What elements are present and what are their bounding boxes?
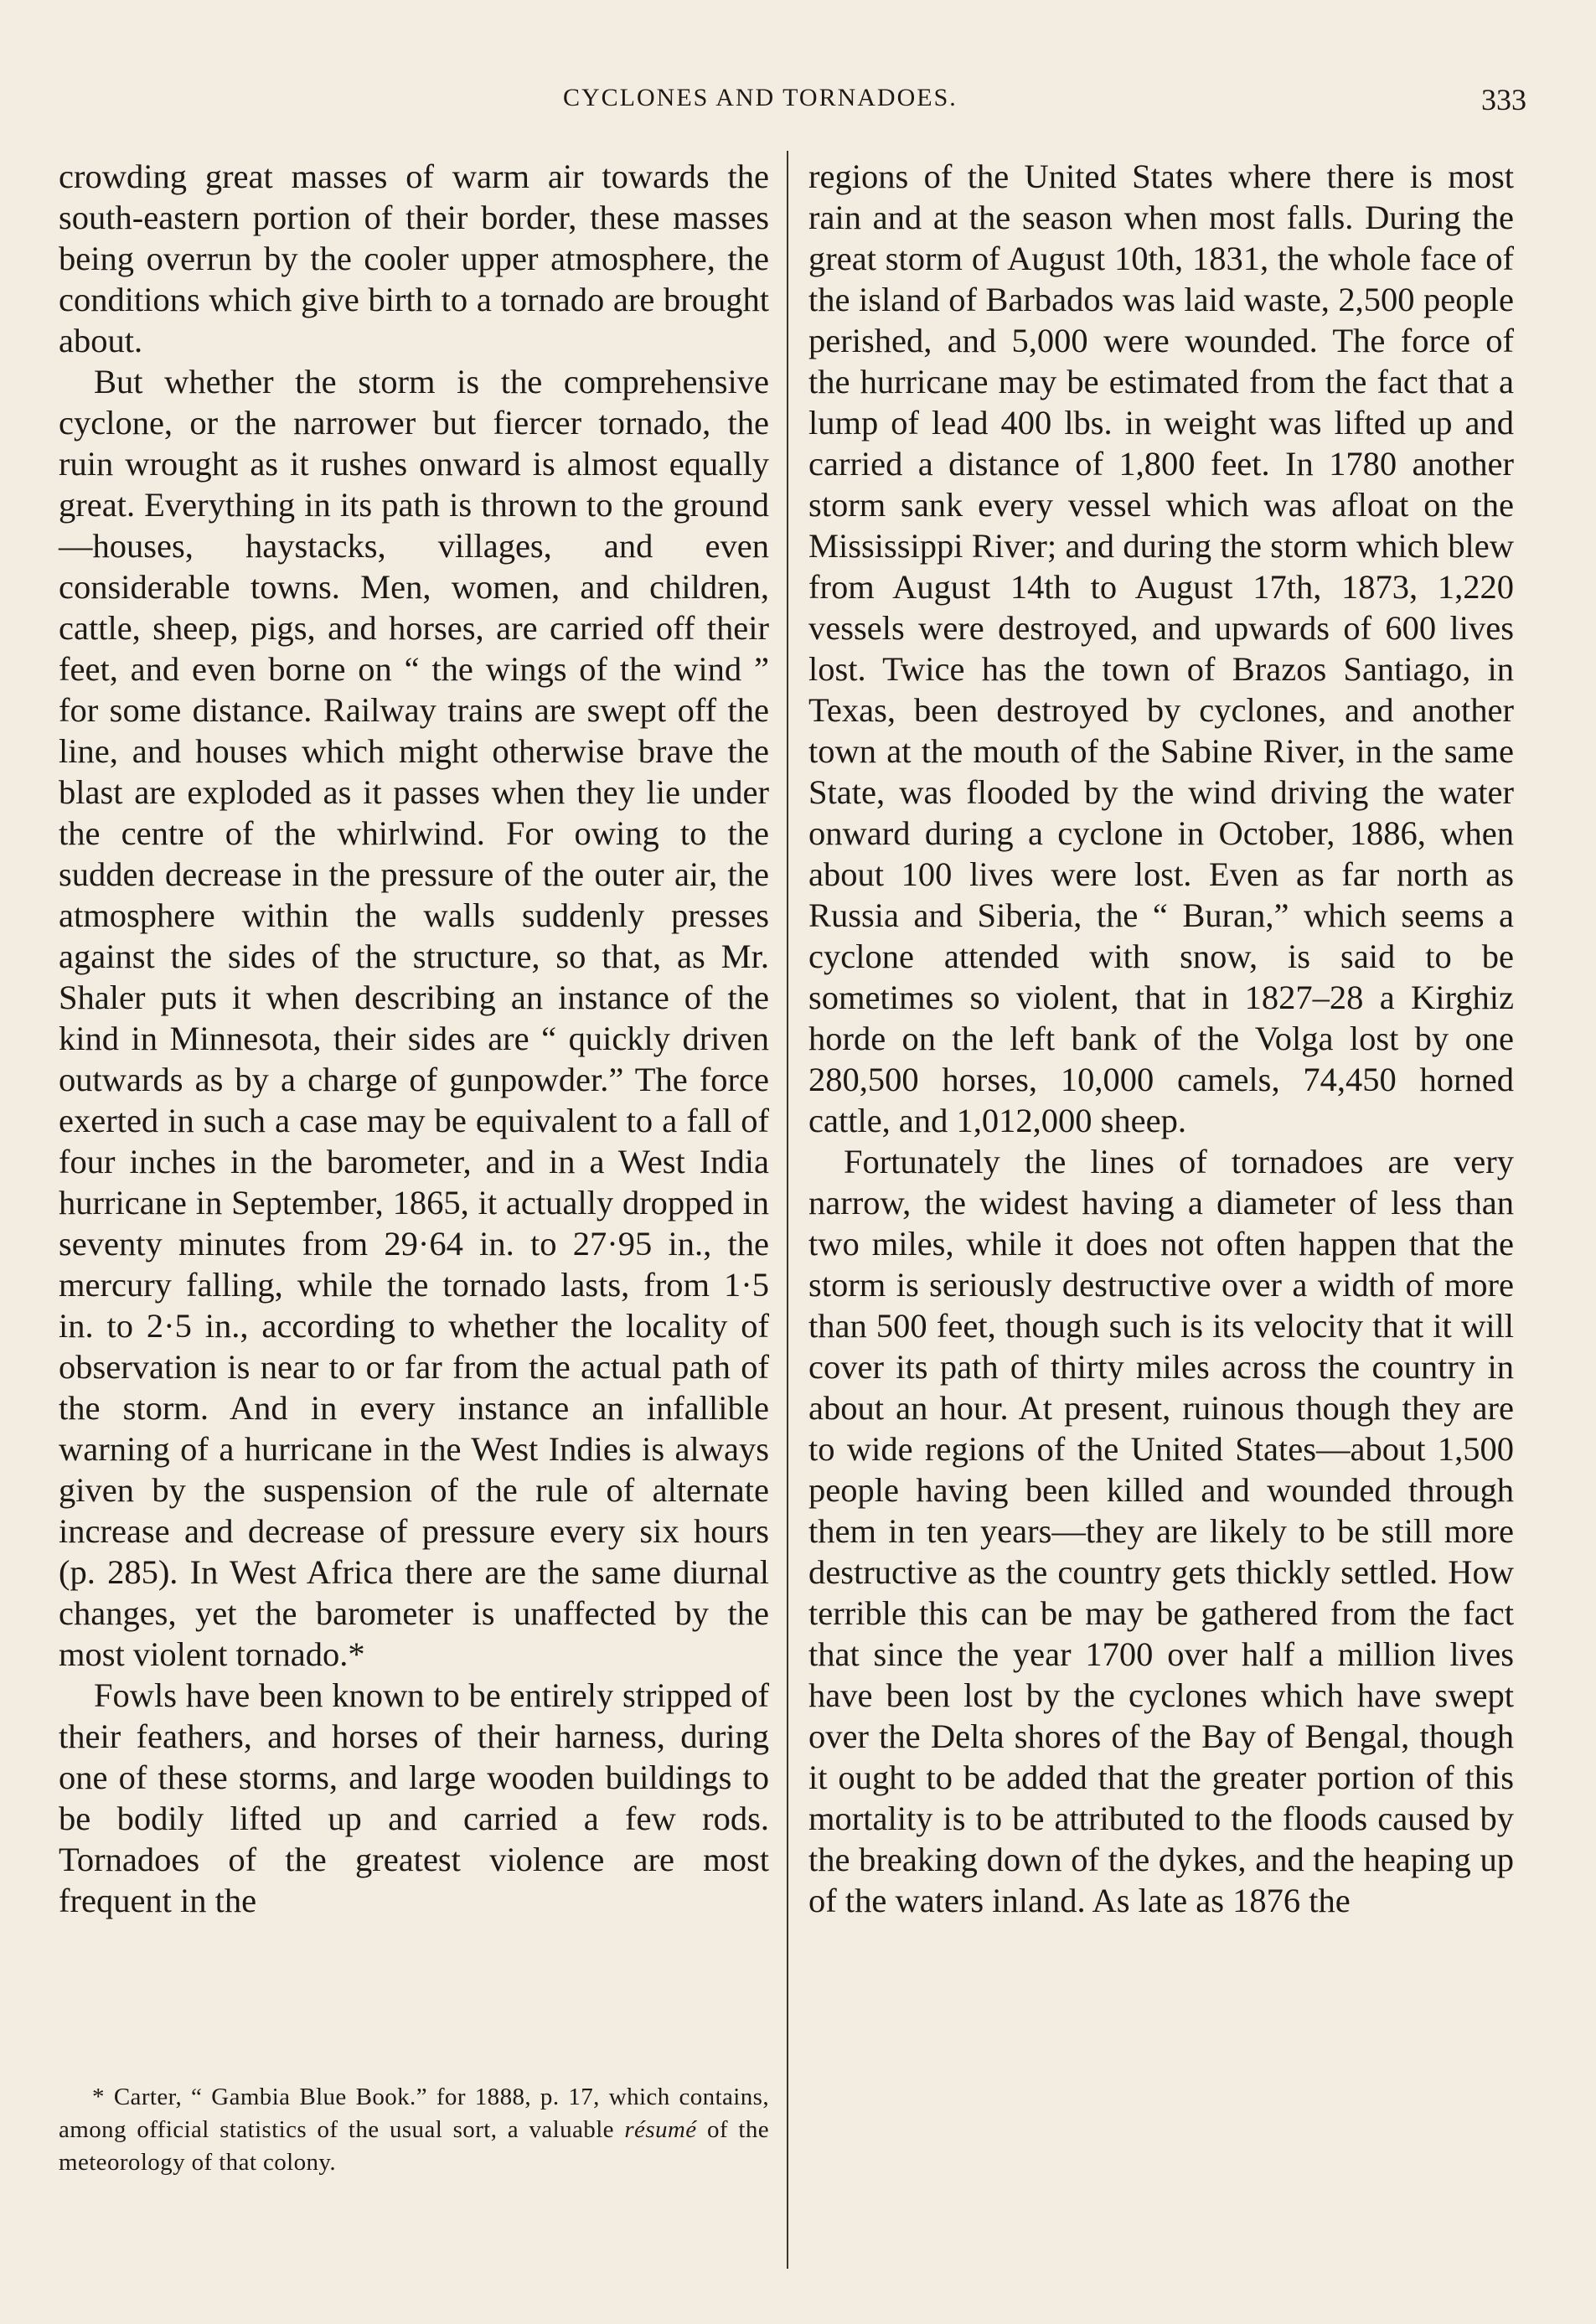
- paragraph: Fowls have been known to be entirely stripped of their feathers, and horses of their harness, during one of these storms, and large wooden buildings to be bodily lifted up and carried a few rods. Tornadoes of the greatest violence are most frequent in the: [59, 1676, 769, 1919]
- paragraph: But whether the storm is the comprehensive cyclone, or the narrower but fiercer tornado, the ruin wrought as it rushes onward is almost equally great. Everything in its path is thrown to the ground—houses, haystacks, villages, and even considerable towns. Men, women, and children, cattle, sheep, pigs, and horses, are carried off their feet, and even borne on “ the wings of the wind ” for some distance. Railway trains are swept off the line, and houses which might otherwise brave the blast are exploded as it passes when they lie under the centre of the whirlwind. For owing to the sudden decrease in the pressure of the outer air, the atmosphere within the walls suddenly presses against the sides of the structure, so that, as Mr. Shaler puts it when describing an instance of the kind in Minnesota, their sides are “ quickly driven outwards as by a charge of gunpowder.” The force exerted in such a case may be equivalent to a fall of four inches in the barometer, and in a West India hurricane in September, 1865, it actually dropped in seventy minutes from 29·64 in. to 27·95 in., the mercury falling, while the tornado lasts, from 1·5 in. to 2·5 in., according to whether the locality of observation is near to or far from the actual path of the storm. And in every instance an infallible warning of a hurricane in the West Indies is always given by the suspension of the rule of alternate increase and decrease of pressure every six hours (p. 285). In West Africa there are the same diurnal changes, yet the barometer is unaffected by the most violent tornado.*: [59, 363, 769, 1673]
- right-column: [808, 156, 1514, 1921]
- running-title: CYCLONES AND TORNADOES.: [563, 84, 958, 111]
- footnote-text-before: Carter, “ Gambia Blue Book.” for 1888, p. 17, which contains, among official statistics of the usual sort, a valuable: [59, 2084, 769, 2143]
- footnote-text: [59, 2081, 769, 2179]
- page-number: 333: [1481, 83, 1526, 116]
- paragraph: Fortunately the lines of tornadoes are very narrow, the widest having a diameter of less than two miles, while it does not often happen that the storm is seriously destructive over a width of more than 500 feet, though such is its velocity that it will cover its path of thirty miles across the country in about an hour. At present, ruinous though they are to wide regions of the United States—about 1,500 people having been killed and wounded through them in ten years—they are likely to be still more destructive as the country gets thickly settled. How terrible this can be may be gathered from the fact that since the year 1700 over half a million lives have been lost by the cyclones which have swept over the Delta shores of the Bay of Bengal, though it ought to be added that the greater portion of this mortality is to be attributed to the floods caused by the breaking down of the dykes, and the heaping up of the waters inland. As late as 1876 the: [808, 1143, 1514, 1919]
- footnote-marker: *: [92, 2084, 114, 2110]
- footnote-text-after: of the meteorology of that colony.: [59, 2116, 769, 2176]
- paragraph: crowding great masses of warm air towards the south-eastern portion of their border, these masses being overrun by the cooler upper atmosphere, the conditions which give birth to a tornado are brought about.: [59, 158, 769, 359]
- running-head: [0, 84, 1596, 126]
- footnote-emphasis: résumé: [624, 2116, 697, 2143]
- left-column: [59, 156, 769, 1921]
- paragraph: regions of the United States where there is most rain and at the season when most falls. During the great storm of August 10th, 1831, the whole face of the island of Barbados was laid waste, 2,500 people perished, and 5,000 were wounded. The force of the hurricane may be estimated from the fact that a lump of lead 400 lbs. in weight was lifted up and carried a distance of 1,800 feet. In 1780 another storm sank every vessel which was afloat on the Mississippi River; and during the storm which blew from August 14th to August 17th, 1873, 1,220 vessels were destroyed, and upwards of 600 lives lost. Twice has the town of Brazos Santiago, in Texas, been destroyed by cyclones, and another town at the mouth of the Sabine River, in the same State, was flooded by the wind driving the water onward during a cyclone in October, 1886, when about 100 lives were lost. Even as far north as Russia and Siberia, the “ Buran,” which seems a cyclone attended with snow, is said to be sometimes so violent, that in 1827–28 a Kirghiz horde on the left bank of the Volga lost by one 280,500 horses, 10,000 camels, 74,450 horned cattle, and 1,012,000 sheep.: [808, 158, 1514, 1139]
- column-divider: [787, 151, 788, 2269]
- footnote: [59, 2081, 769, 2179]
